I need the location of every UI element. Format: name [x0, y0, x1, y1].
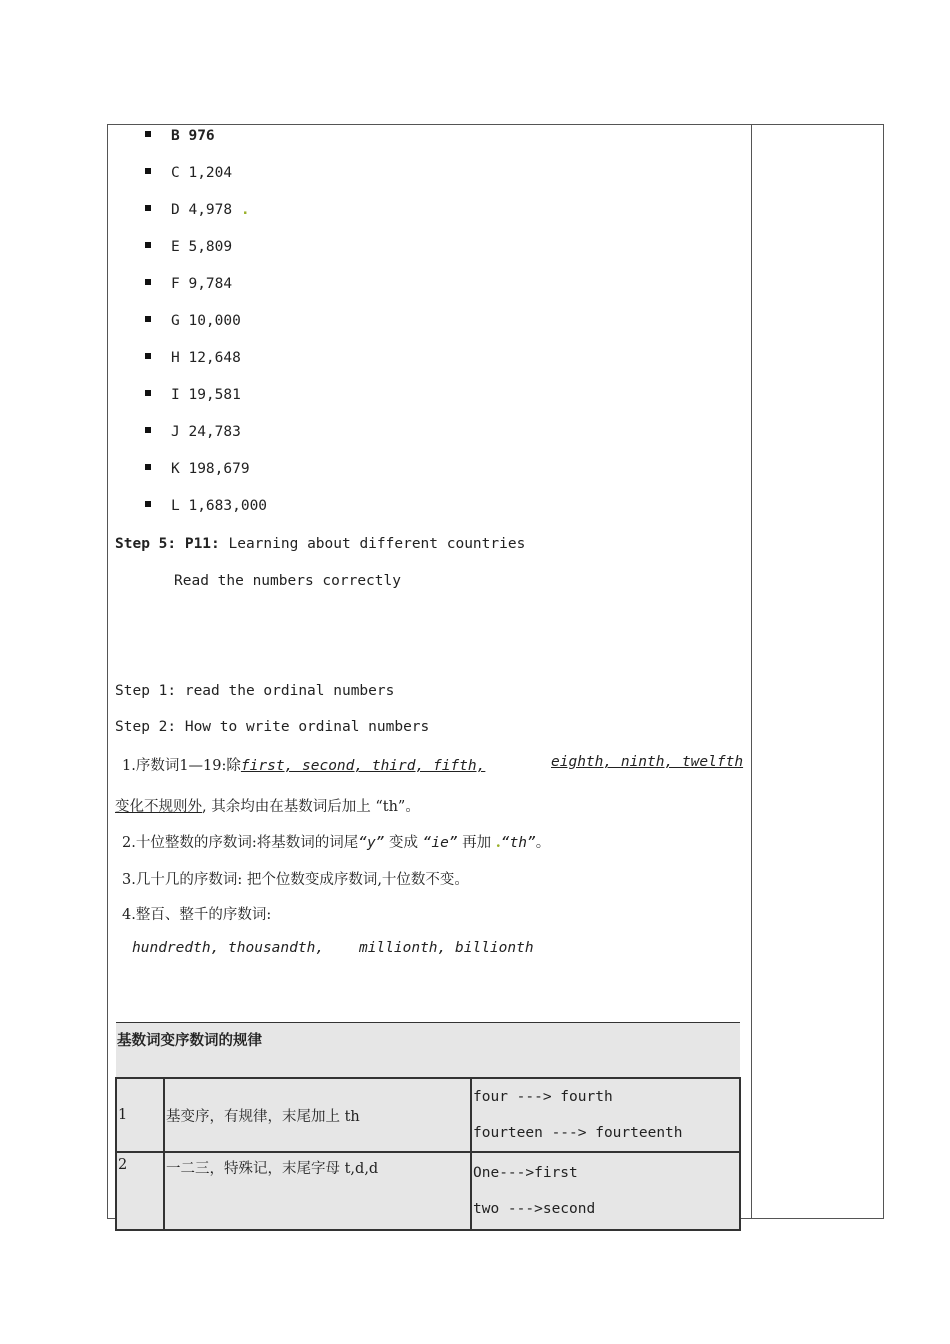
rule2-part-a: 2.十位整数的序数词:将基数词的词尾 — [122, 835, 359, 851]
step5-heading — [115, 536, 525, 552]
list-item — [145, 387, 241, 403]
rule1-irregular-a: first, second, third, fifth, — [240, 758, 486, 774]
item-number: 5,809 — [188, 239, 233, 255]
rule2-ie: “ie” — [422, 835, 458, 851]
rule2-y: “y” — [358, 835, 385, 851]
bullet-icon — [145, 316, 151, 322]
example-line: One--->first — [473, 1165, 578, 1181]
bullet-icon — [145, 501, 151, 507]
item-number: 9,784 — [188, 276, 233, 292]
rule2-part-c: 再加 — [457, 835, 496, 851]
bullet-icon — [145, 390, 151, 396]
table-row — [116, 1078, 740, 1152]
item-number: 198,679 — [188, 461, 250, 477]
bullet-icon — [145, 205, 151, 211]
bullet-icon — [145, 168, 151, 174]
rule-4: 4.整百、整千的序数词: — [122, 907, 272, 923]
rule1-prefix: 1.序数词1—19:除 — [122, 758, 241, 774]
item-number: 10,000 — [188, 313, 241, 329]
item-letter: E — [171, 239, 180, 255]
list-item — [145, 128, 215, 144]
rule1-irregular-b: eighth, ninth, twelfth — [551, 754, 744, 770]
list-item — [145, 276, 232, 292]
rules-table — [115, 1022, 741, 1231]
list-item — [145, 424, 241, 440]
rule2-th: “th” — [500, 835, 536, 851]
row-number: 1 — [116, 1078, 164, 1152]
item-number: 24,783 — [188, 424, 241, 440]
list-item — [145, 498, 267, 514]
item-letter: L — [171, 498, 180, 514]
item-letter: I — [171, 387, 180, 403]
item-letter: K — [171, 461, 180, 477]
bullet-icon — [145, 353, 151, 359]
item-number: 4,978 — [188, 202, 233, 218]
item-letter: C — [171, 165, 180, 181]
step5-label: Step 5: P11: — [115, 536, 220, 552]
item-number: 976 — [188, 128, 215, 144]
bullet-icon — [145, 131, 151, 137]
table-row — [116, 1152, 740, 1230]
item-letter: B — [171, 128, 180, 144]
item-number: 19,581 — [188, 387, 241, 403]
bullet-icon — [145, 427, 151, 433]
rule2-part-b: 变成 — [384, 835, 423, 851]
list-item — [145, 461, 250, 477]
example-line: fourteen ---> fourteenth — [473, 1125, 683, 1141]
list-item — [145, 239, 232, 255]
item-letter: D — [171, 202, 180, 218]
table-title: 基数词变序数词的规律 — [116, 1023, 740, 1079]
rule4-words: hundredth, thousandth, millionth, billionth — [132, 940, 534, 956]
step1-text: Step 1: read the ordinal numbers — [115, 683, 395, 699]
item-number: 1,204 — [188, 165, 233, 181]
bullet-icon — [145, 279, 151, 285]
row-examples — [471, 1078, 740, 1152]
item-letter: F — [171, 276, 180, 292]
row-number: 2 — [116, 1152, 164, 1230]
rule-2: 2.十位整数的序数词:将基数词的词尾“y” 变成 “ie” 再加 .“th”。 — [122, 834, 551, 851]
bullet-icon — [145, 464, 151, 470]
rule2-part-d: 。 — [535, 835, 551, 851]
row-description: 一二三，特殊记，末尾字母 t,d,d — [164, 1152, 471, 1230]
example-line: two --->second — [473, 1201, 596, 1217]
step5-text: Learning about different countries — [219, 536, 526, 552]
list-item — [145, 313, 241, 329]
step2-text: Step 2: How to write ordinal numbers — [115, 719, 430, 735]
list-item — [145, 350, 241, 366]
item-letter: G — [171, 313, 180, 329]
step5-subtext: Read the numbers correctly — [174, 573, 401, 589]
bullet-icon — [145, 242, 151, 248]
list-item — [145, 165, 232, 181]
list-item: D 4,978 . — [145, 202, 250, 218]
item-letter: H — [171, 350, 180, 366]
rule-3: 3.几十几的序数词: 把个位数变成序数词,十位数不变。 — [122, 872, 469, 888]
example-line: four ---> fourth — [473, 1089, 613, 1105]
rule-1 — [122, 754, 485, 775]
row-examples — [471, 1152, 740, 1230]
item-number: 1,683,000 — [188, 498, 268, 514]
item-number: 12,648 — [188, 350, 241, 366]
rule-1-continued — [115, 795, 420, 816]
rule1-cont-underlined: 变化不规则外 — [115, 799, 202, 815]
row-description: 基变序，有规律，末尾加上 th — [164, 1078, 471, 1152]
rule1-cont-rest: , 其余均由在基数词后加上 “th”。 — [202, 799, 420, 815]
column-divider — [751, 125, 752, 1218]
item-letter: J — [171, 424, 180, 440]
